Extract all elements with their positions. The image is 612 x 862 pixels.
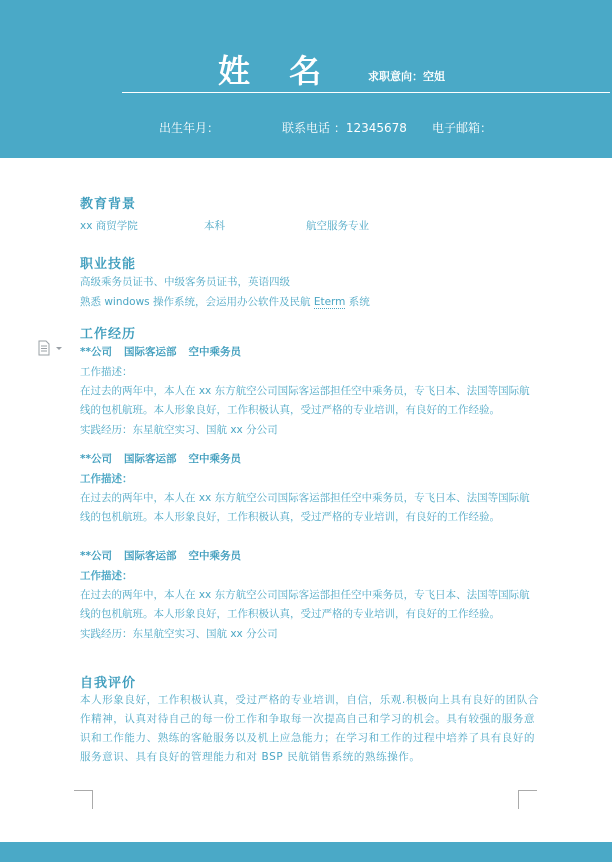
- job-company: **公司: [80, 550, 112, 562]
- job-desc-label: 工作描述：: [80, 473, 133, 485]
- skills-line: 高级乘务员证书、中级客务员证书，英语四级: [80, 276, 290, 288]
- email-label: 电子邮箱：: [432, 121, 493, 135]
- work-title: 工作经历: [80, 327, 137, 342]
- job-entry: [80, 449, 540, 527]
- work-section: [80, 323, 540, 644]
- job-position: 空中乘务员: [188, 550, 241, 562]
- job-desc-label: 工作描述：: [80, 570, 133, 582]
- page-margin-mark-left: [74, 790, 93, 809]
- phone-value: 12345678: [345, 121, 407, 135]
- email: [432, 119, 492, 136]
- skills-section: [80, 253, 540, 312]
- self-eval-text: 本人形象良好，工作积极认真，受过严格的专业培训，自信，乐观.积极向上具有良好的团队合作精神，认真对待自己的每一份工作和争取每一次提高自己和学习的机会。具有较强的服务意识和工作能力、熟练的客舱服务以及机上应急能力；在学习和工作的过程中培养了具有良好的服务意识、具有良好的管理能力和对 BSP 民航销售系统的熟练操作。: [80, 694, 540, 763]
- job-header: [80, 342, 540, 362]
- birth-date: [159, 119, 219, 136]
- header-banner: [0, 0, 612, 158]
- job-practice: 实践经历：东星航空实习、国航 xx 分公司: [80, 424, 278, 436]
- job-position: 空中乘务员: [188, 453, 241, 465]
- education-title: 教育背景: [80, 197, 137, 212]
- skills-line-suffix: 系统: [345, 296, 370, 308]
- eterm-term: Eterm: [313, 296, 346, 308]
- footer-banner: [0, 842, 612, 862]
- self-eval-title: 自我评价: [80, 676, 137, 691]
- job-header: [80, 546, 540, 566]
- skills-line-prefix: 熟悉 windows 操作系统，会运用办公软件及民航: [80, 296, 314, 308]
- job-practice: 实践经历：东星航空实习、国航 xx 分公司: [80, 628, 278, 640]
- job-entry: [80, 546, 540, 644]
- education-row: [80, 216, 540, 236]
- job-desc: 在过去的两年中，本人在 xx 东方航空公司国际客运部担任空中乘务员，专飞日本、法国等国际航线的包机航班。本人形象良好，工作积极认真，受过严格的专业培训，有良好的工作经验。: [80, 492, 530, 523]
- job-company: **公司: [80, 453, 112, 465]
- phone-label: 联系电话 ：: [282, 121, 346, 135]
- job-desc: 在过去的两年中，本人在 xx 东方航空公司国际客运部担任空中乘务员，专飞日本、法国等国际航线的包机航班。本人形象良好，工作积极认真，受过严格的专业培训，有良好的工作经验。: [80, 589, 530, 620]
- header-divider: [122, 92, 610, 93]
- job-header: [80, 449, 540, 469]
- candidate-name: 姓 名: [218, 52, 336, 90]
- birth-label: 出生年月：: [159, 121, 220, 135]
- document-options-icon[interactable]: [38, 340, 64, 356]
- job-entry: [80, 342, 540, 440]
- page-margin-mark-right: [518, 790, 537, 809]
- degree: 本科: [204, 220, 225, 232]
- job-intent: 求职意向：空姐: [368, 70, 445, 83]
- self-eval-section: [80, 672, 540, 767]
- job-dept: 国际客运部: [123, 550, 177, 562]
- job-company: **公司: [80, 346, 112, 358]
- job-desc: 在过去的两年中，本人在 xx 东方航空公司国际客运部担任空中乘务员，专飞日本、法国等国际航线的包机航班。本人形象良好，工作积极认真，受过严格的专业培训，有良好的工作经验。: [80, 385, 530, 416]
- skills-title: 职业技能: [80, 257, 137, 272]
- job-desc-label: 工作描述：: [80, 366, 133, 378]
- job-position: 空中乘务员: [188, 346, 241, 358]
- job-dept: 国际客运部: [123, 453, 177, 465]
- education-section: [80, 193, 540, 236]
- school: xx 商贸学院: [80, 220, 138, 232]
- job-dept: 国际客运部: [123, 346, 177, 358]
- major: 航空服务专业: [306, 220, 369, 232]
- skills-line: [80, 292, 540, 312]
- phone: [282, 119, 407, 136]
